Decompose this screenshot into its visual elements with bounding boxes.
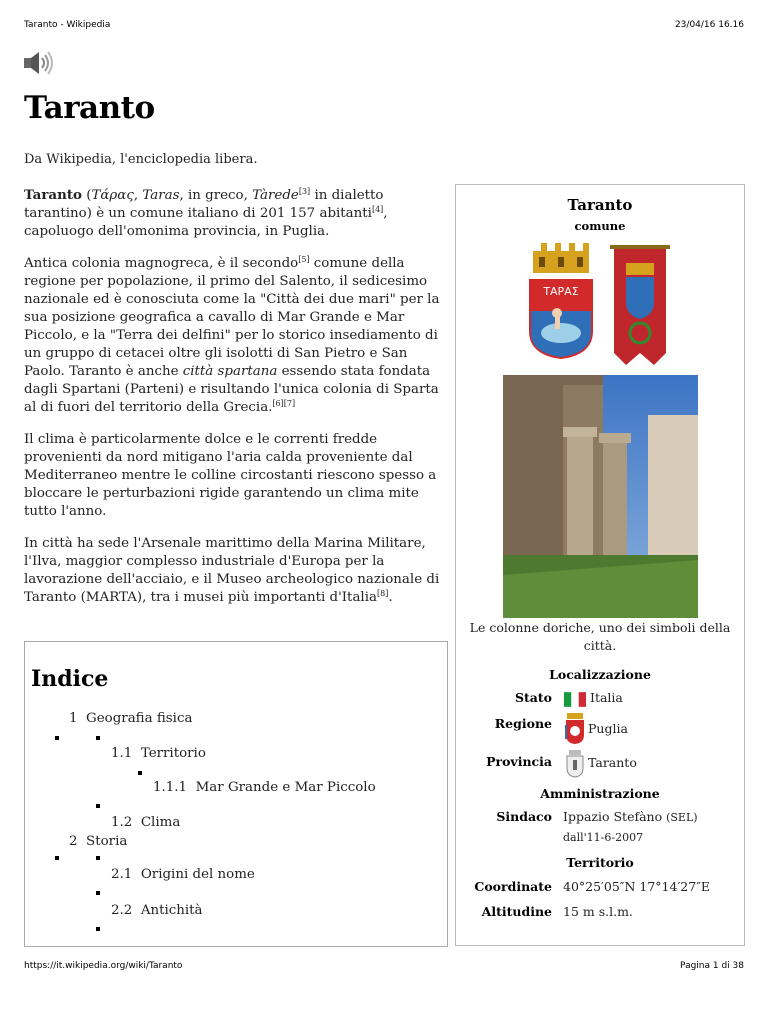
toc-item-1[interactable]	[69, 711, 192, 726]
ref-8[interactable]: [8]	[376, 589, 389, 598]
coat-text: ΤΑΡΑΣ	[543, 285, 579, 298]
ref-4[interactable]: [4]	[371, 205, 384, 214]
toc-item-2[interactable]	[69, 834, 127, 849]
text-span: Antica colonia magnogreca, è il secondo	[24, 256, 299, 271]
toc-label: Storia	[86, 834, 128, 849]
economy-paragraph	[24, 535, 450, 607]
text-span: In città ha sede l'Arsenale marittimo della Marina Militare, l'Ilva, maggior complesso industriale d'Europa per la lavorazione dell'acciaio, e il Museo archeologico nazionale di Taranto (MARTA), tra i musei più importanti d'Italia	[24, 536, 440, 605]
taras-link[interactable]: Taras	[142, 188, 180, 203]
table-of-contents	[24, 641, 448, 947]
section-amministrazione: Amministrazione	[540, 786, 660, 801]
site-subtitle: Da Wikipedia, l'enciclopedia libera.	[24, 152, 258, 167]
toc-number: 2.1	[111, 867, 133, 882]
regione-value[interactable]: Puglia	[588, 721, 628, 736]
print-header	[24, 20, 744, 32]
provincia-value[interactable]: Taranto	[588, 755, 637, 770]
bullet	[96, 927, 100, 931]
altitudine-value: 15 m s.l.m.	[563, 904, 633, 919]
toc-number: 1.2	[111, 815, 133, 830]
bullet	[138, 771, 142, 775]
spartana-link[interactable]: città spartana	[182, 364, 278, 379]
sindaco-name[interactable]: Ippazio Stefàno	[563, 809, 663, 824]
toc-label: Geografia fisica	[86, 711, 193, 726]
climate-paragraph: Il clima è particolarmente dolce e le correnti fredde provenienti da nord mitigano l'aria calda proveniente dal Mediterraneo mentre le colline circostanti riescono spesso a bloccare le perturbazioni rigide garantendo un clima mite tutto l'anno.	[24, 432, 437, 519]
bullet	[96, 891, 100, 895]
text-span: , in greco,	[179, 188, 253, 203]
stato-value[interactable]: Italia	[590, 690, 623, 705]
sindaco-label: Sindaco	[496, 809, 552, 824]
image-caption: Le colonne doriche, uno dei simboli della città.	[469, 620, 731, 653]
regione-label: Regione	[494, 716, 552, 731]
ref-6-7[interactable]: [6][7]	[272, 399, 296, 408]
toc-heading: Indice	[31, 666, 109, 692]
bullet	[55, 736, 59, 740]
puglia-coat-icon	[564, 713, 586, 745]
intro-paragraph	[24, 186, 450, 241]
text-span: comune della regione per popolazione, il primo del Salento, il sedicesimo nazionale ed è conosciuta come la "Città dei due mari" per la sua posizione geografica a cavallo di Mar Grande e Mar Piccolo, e la "Terra dei delfini" per lo storico insediamento di un gruppo di cetacei oltre gli isolotti di San Pietro e San Paolo. Taranto è anche	[24, 256, 440, 379]
toc-item-1-1[interactable]	[111, 746, 206, 761]
toc-number: 1	[69, 711, 78, 726]
infobox	[455, 184, 745, 946]
toc-item-1-1-1[interactable]	[153, 780, 376, 795]
provincia-coat-icon	[566, 750, 584, 778]
toc-label: Mar Grande e Mar Piccolo	[195, 780, 376, 795]
print-datetime: 23/04/16 16.16	[674, 20, 744, 30]
ref-5[interactable]: [5]	[298, 255, 310, 264]
provincia-label: Provincia	[486, 754, 552, 769]
toc-label: Origini del nome	[140, 867, 255, 882]
toc-label: Clima	[140, 815, 181, 830]
toc-item-1-2[interactable]	[111, 815, 180, 830]
toc-number: 2.2	[111, 903, 133, 918]
tarede-name: Tàrede	[252, 188, 299, 203]
gonfalone-image[interactable]	[608, 241, 672, 367]
sindaco-value	[563, 809, 698, 824]
greek-name: Τάρας	[91, 188, 134, 203]
page-title: Taranto	[24, 90, 155, 126]
text-span: .	[388, 590, 393, 605]
section-territorio: Territorio	[566, 855, 634, 870]
sindaco-party[interactable]: (SEL)	[666, 811, 698, 824]
coat-of-arms-image[interactable]	[527, 241, 595, 361]
altitudine-label: Altitudine	[481, 904, 552, 919]
page-url: https://it.wikipedia.org/wiki/Taranto	[24, 961, 183, 971]
doric-columns-photo[interactable]	[503, 375, 698, 618]
history-paragraph	[24, 255, 450, 417]
bullet	[96, 736, 100, 740]
page-number: Pagina 1 di 38	[680, 961, 744, 971]
toc-label: Antichità	[140, 903, 203, 918]
article-body	[24, 186, 450, 617]
toc-item-2-1[interactable]	[111, 867, 255, 882]
infobox-subtitle: comune	[574, 219, 626, 233]
speaker-icon[interactable]	[22, 49, 56, 77]
toc-number: 2	[69, 834, 78, 849]
intro-name: Taranto	[24, 187, 82, 203]
page-tab-title: Taranto - Wikipedia	[24, 20, 111, 30]
bullet	[96, 856, 100, 860]
text-span: , capoluogo dell'omonima provincia, in Puglia.	[24, 206, 388, 239]
infobox-title: Taranto	[567, 196, 633, 214]
toc-item-2-2[interactable]	[111, 903, 203, 918]
italy-flag-icon	[564, 692, 586, 707]
toc-number: 1.1	[111, 746, 133, 761]
toc-label: Territorio	[140, 746, 206, 761]
text-span: in dialetto tarantino) è un comune italiano di 201 157 abitanti	[24, 188, 384, 221]
text-span: ,	[133, 188, 143, 203]
section-localizzazione: Localizzazione	[549, 667, 651, 682]
bullet	[96, 804, 100, 808]
ref-3[interactable]: [3]	[298, 187, 311, 196]
text-span: essendo stata fondata dagli Spartani (Parteni) e risultando l'unica colonia di Sparta al di fuori del territorio della Grecia.	[24, 364, 439, 415]
toc-number: 1.1.1	[153, 780, 188, 795]
coordinate-label: Coordinate	[474, 879, 552, 894]
stato-label: Stato	[514, 690, 552, 705]
bullet	[55, 856, 59, 860]
coordinate-value[interactable]: 40°25′05″N 17°14′27″E	[563, 879, 710, 894]
text-span: (	[81, 188, 92, 203]
sindaco-since: dall'11-6-2007	[563, 831, 644, 844]
